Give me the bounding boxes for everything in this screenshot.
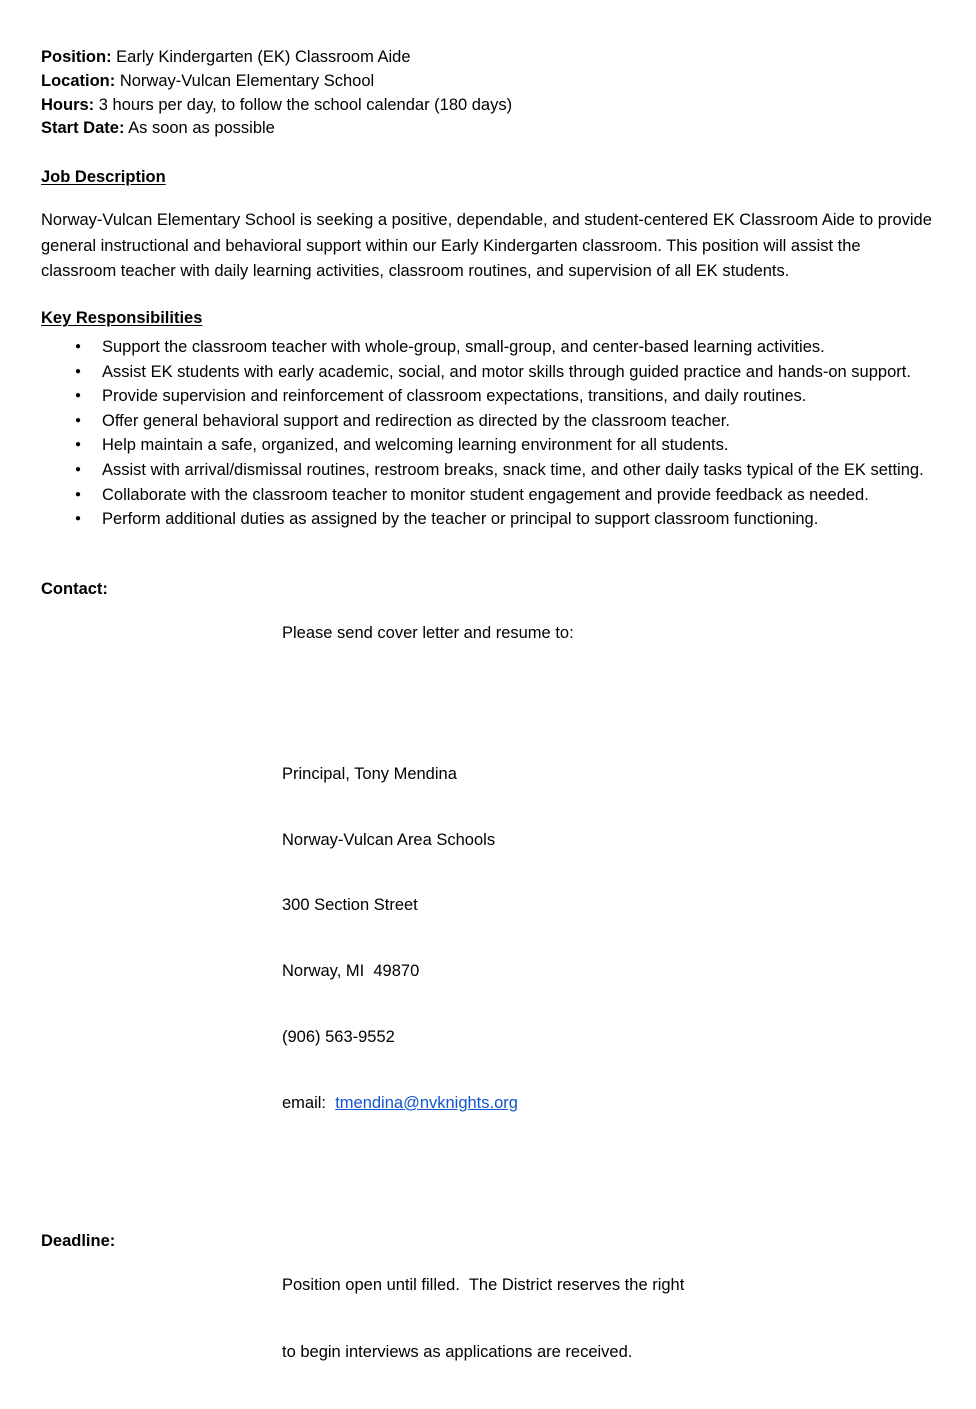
contact-label: Contact: [41, 579, 108, 598]
list-item: ● Help maintain a safe, organized, and welcoming learning environment for all students. [41, 433, 943, 458]
deadline-line: Position open until filled. The District reserves the right [282, 1275, 685, 1294]
field-start-date-value: As soon as possible [124, 119, 275, 138]
deadline-line: to begin interviews as applications are received. [282, 1343, 633, 1362]
address-line: 300 Section Street [282, 896, 418, 915]
contact-row [41, 578, 935, 1203]
contact-intro: Please send cover letter and resume to: [282, 623, 574, 642]
deadline-row [41, 1230, 935, 1409]
field-position-label: Position: [41, 48, 112, 66]
job-description-heading: Job Description [41, 168, 166, 187]
field-start-date [41, 117, 935, 141]
list-item: ● Support the classroom teacher with whole-group, small-group, and center-based learning activities. [41, 335, 943, 360]
list-item: ● Collaborate with the classroom teacher to monitor student engagement and provide feedback as needed. [41, 483, 943, 508]
field-start-date-label: Start Date: [41, 119, 125, 138]
contact-body [282, 578, 574, 1203]
list-item: ● Assist with arrival/dismissal routines, restroom breaks, snack time, and other daily tasks typical of the EK setting. [41, 458, 943, 483]
position-details-block [41, 46, 935, 141]
field-position-value: Early Kindergarten (EK) Classroom Aide [111, 48, 411, 66]
responsibilities-list [41, 335, 943, 532]
field-hours-value: 3 hours per day, to follow the school calendar (180 days) [94, 95, 513, 114]
field-location [41, 70, 935, 94]
field-hours [41, 94, 935, 118]
list-item: ● Perform additional duties as assigned by the teacher or principal to support classroom functioning. [41, 507, 943, 532]
list-item: ● Assist EK students with early academic, social, and motor skills through guided practice and hands-on support. [41, 360, 943, 385]
phone-number: (906) 563-9552 [282, 1027, 395, 1046]
deadline-label: Deadline: [41, 1231, 116, 1250]
email-line [282, 1093, 574, 1115]
field-position [41, 46, 935, 70]
contact-address-block [282, 720, 574, 1159]
deadline-body [282, 1230, 684, 1409]
email-link[interactable]: tmendina@nvknights.org [335, 1093, 518, 1112]
field-location-value: Norway-Vulcan Elementary School [115, 71, 375, 90]
list-item: ● Offer general behavioral support and redirection as directed by the classroom teacher. [41, 409, 943, 434]
address-line: Norway, MI 49870 [282, 962, 420, 981]
key-responsibilities-heading: Key Responsibilities [41, 308, 203, 327]
list-item: ● Provide supervision and reinforcement of classroom expectations, transitions, and daily routines. [41, 384, 943, 409]
address-line: Principal, Tony Mendina [282, 764, 457, 783]
email-label: email: [282, 1093, 336, 1112]
field-location-label: Location: [41, 71, 116, 90]
address-line: Norway-Vulcan Area Schools [282, 830, 496, 849]
field-hours-label: Hours: [41, 95, 95, 114]
job-description-paragraph: Norway-Vulcan Elementary School is seeking a positive, dependable, and student-centered EK Classroom Aide to provide general instructional and behavioral support within our Early Kindergarten classroom. This position will assist the classroom teacher with daily learning activities, classroom routines, and supervision of all EK students. [41, 211, 932, 281]
